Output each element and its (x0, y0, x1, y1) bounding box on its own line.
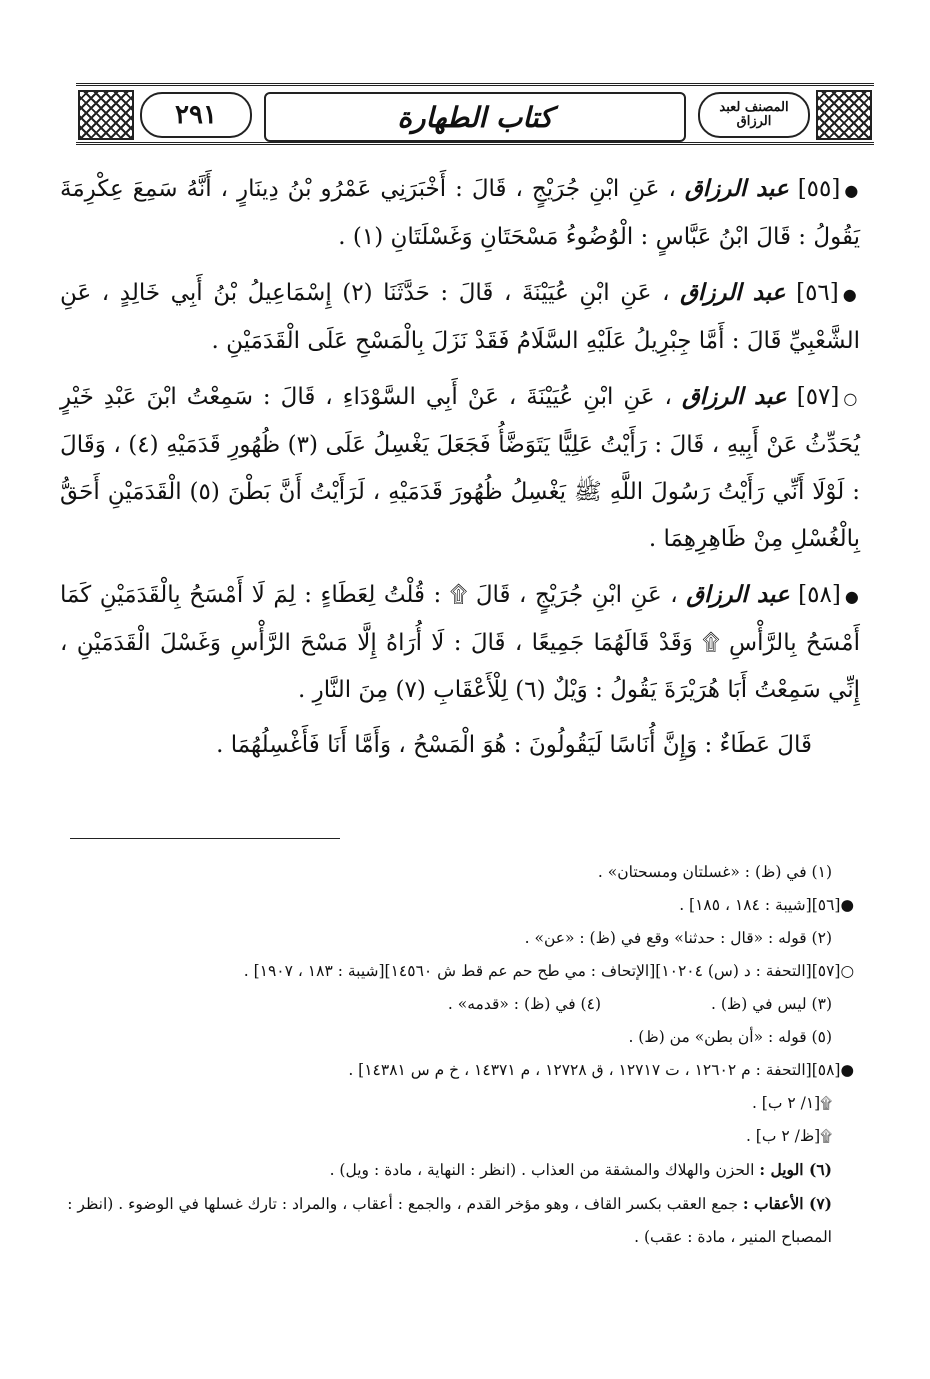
hadith-number: [٥٥] (797, 176, 841, 202)
manuscript-ref-2: ۩[ظ/ ٢ ب] . (745, 1127, 832, 1145)
chapter-title: كتاب الطهارة (264, 92, 686, 142)
main-text (60, 165, 860, 777)
hadith-text: ، عَنِ ابْنِ جُرَيْجٍ ، قَالَ : أَخْبَرَنِي عَمْرُو بْنُ دِينَارٍ ، أَنَّهُ سَمِعَ عِكْرِمَةَ يَقُولُ : قَالَ ابْنُ عَبَّاسٍ : الْوُضُوءُ مَسْحَتَانِ وَغَسْلَتَانِ (١) . (60, 176, 860, 250)
footnote-separator (70, 838, 340, 839)
ornament-right (816, 90, 872, 140)
ornament-left (78, 90, 134, 140)
footnote-5: (٥) قوله : «أن بطن» من (ظ) . (628, 1028, 832, 1046)
hadith-marker: ● (844, 181, 860, 200)
footnotes (64, 856, 854, 1254)
page-number: ٢٩١ (140, 92, 252, 138)
footnote-6 (64, 1153, 854, 1187)
hadith-marker: ● (844, 587, 860, 606)
hadith-text: ، عَنِ ابْنِ عُيَيْنَةَ ، قَالَ : حَدَّثَنَا (٢) إِسْمَاعِيلُ بْنُ أَبِي خَالِدٍ ، عَنِ الشَّعْبِيِّ قَالَ : أَمَّا جِبْرِيلُ عَلَيْهِ السَّلَامُ فَقَدْ نَزَلَ بِالْمَسْحِ عَلَى الْقَدَمَيْنِ . (60, 280, 860, 354)
isnad-name: عبد الرزاق (680, 279, 786, 306)
hadith-58 (60, 571, 860, 714)
footnote-4: (٤) في (ظ) : «قدمه» . (447, 995, 601, 1013)
hadith-continuation: قَالَ عَطَاءٌ : وَإِنَّ أُنَاسًا لَيَقُولُونَ : هُوَ الْمَسْحُ ، وَأَمَّا أَنَا فَأَغْسِلُهُمَا . (216, 732, 812, 758)
hadith-number: [٥٧] (796, 384, 840, 410)
footnote-2: (٢) قوله : «قال : حدثنا» وقع في (ظ) : «عن» . (524, 929, 832, 947)
footnotes-3-4 (64, 988, 854, 1021)
reference-58: ●[٥٨][التحفة : م ١٢٦٠٢ ، ت ١٢٧١٧ ، ق ١٢٧٢٨ ، م ١٤٣٧١ ، خ م س ١٤٣٨١] . (348, 1061, 854, 1079)
hadith-55 (60, 165, 860, 261)
footnote-7-text: جمع العقب بكسر القاف ، وهو مؤخر القدم ، والجمع : أعقاب ، والمراد : تارك غسلها في الوضوء . (انظر : المصباح المنير ، مادة : عقب) . (67, 1195, 832, 1246)
isnad-name: عبد الرزاق (681, 383, 787, 410)
footnote-7-head: (٧) الأعقاب : (742, 1194, 832, 1213)
footnote-1: (١) في (ظ) : «غسلتان ومسحتان» . (597, 863, 832, 881)
series-logo: المصنف لعبد الرزاق (698, 92, 810, 138)
footnote-6-text: الحزن والهلاك والمشقة من العذاب . (انظر : النهاية ، مادة : ويل) . (329, 1161, 755, 1179)
isnad-name: عبد الرزاق (686, 581, 790, 608)
manuscript-ref-1: ۩[١/ ٢ ب] . (751, 1094, 832, 1112)
hadith-56 (60, 269, 860, 365)
page-header (76, 83, 874, 145)
footnote-7 (64, 1187, 854, 1254)
hadith-number: [٥٨] (798, 582, 841, 608)
footnote-3: (٣) ليس في (ظ) . (711, 995, 832, 1013)
hadith-marker: ○ (843, 389, 860, 408)
isnad-name: عبد الرزاق (684, 175, 789, 202)
reference-57: ○[٥٧][التحفة : د (س) ١٠٢٠٤][الإتحاف : مي طح حم عم قط ش ١٤٥٦٠][شيبة : ١٨٣ ، ١٩٠٧] . (243, 962, 854, 980)
hadith-number: [٥٦] (796, 280, 839, 306)
reference-56: ●[٥٦][شيبة : ١٨٤ ، ١٨٥] . (679, 896, 854, 914)
hadith-marker: ● (842, 285, 860, 304)
hadith-text: ، عَنِ ابْنِ عُيَيْنَةَ ، عَنْ أَبِي السَّوْدَاءِ ، قَالَ : سَمِعْتُ ابْنَ عَبْدِ خَيْرٍ يُحَدِّثُ عَنْ أَبِيهِ ، قَالَ : رَأَيْتُ عَلِيًّا يَتَوَضَّأُ فَجَعَلَ يَغْسِلُ عَلَى (٣) ظُهُورِ قَدَمَيْهِ (٤) ، وَقَالَ : لَوْلَا أَنِّي رَأَيْتُ رَسُولَ اللَّهِ ﷺ يَغْسِلُ ظُهُورَ قَدَمَيْهِ ، لَرَأَيْتُ أَنَّ بَطْنَ (٥) الْقَدَمَيْنِ أَحَقُّ بِالْغُسْلِ مِنْ ظَاهِرِهِمَا . (60, 384, 861, 552)
footnote-6-head: (٦) الويل : (759, 1160, 832, 1179)
hadith-text: ، عَنِ ابْنِ جُرَيْجٍ ، قَالَ ۩ : قُلْتُ لِعَطَاءٍ : لِمَ لَا أَمْسَحُ بِالْقَدَمَيْنِ كَمَا أَمْسَحُ بِالرَّأْسِ ۩ وَقَدْ قَالَهُمَا جَمِيعًا ، قَالَ : لَا أُرَاهُ إِلَّا مَسْحَ الرَّأْسِ وَغَسْلَ الْقَدَمَيْنِ ، إِنِّي سَمِعْتُ أَبَا هُرَيْرَةَ يَقُولُ : وَيْلٌ (٦) لِلْأَعْقَابِ (٧) مِنَ النَّارِ . (60, 582, 860, 703)
hadith-57 (60, 373, 860, 563)
